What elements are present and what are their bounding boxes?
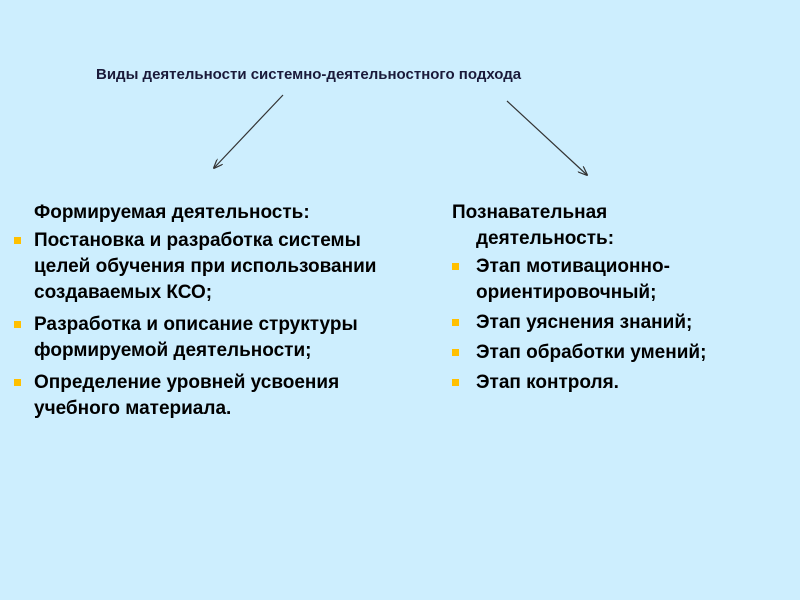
arrow-right [507,101,587,175]
list-item-text: Постановка и разработка системы целей обучения при использовании создаваемых КСО; [34,230,377,303]
list-item [12,312,412,364]
left-list [12,228,412,422]
bullet-icon [452,263,459,270]
list-item-text: Определение уровней усвоения учебного материала. [34,372,340,419]
right-heading-line2: деятельность: [476,228,615,249]
list-item-text: Этап мотивационно-ориентировочный; [476,256,670,303]
list-item [12,370,412,422]
bullet-icon [452,319,459,326]
bullet-icon [14,237,21,244]
list-item-text: Этап контроля. [476,372,619,393]
list-item-text: Этап обработки умений; [476,342,707,363]
list-item [452,254,792,306]
list-item-text: Этап уяснения знаний; [476,312,693,333]
slide-title: Виды деятельности системно-деятельностного подхода [96,66,522,83]
list-item [452,370,792,396]
bullet-icon [14,379,21,386]
left-column-heading: Формируемая деятельность: [34,202,310,223]
right-heading-line1: Познавательная [452,202,608,223]
left-column [12,200,412,428]
list-item [12,228,412,306]
bullet-icon [452,349,459,356]
right-column [452,200,792,400]
arrow-left [214,95,283,168]
bullet-icon [452,379,459,386]
list-item-text: Разработка и описание структуры формируемой деятельности; [34,314,358,361]
right-column-heading [452,200,792,252]
bullet-icon [14,321,21,328]
list-item [452,340,792,366]
list-item [452,310,792,336]
right-list [452,254,792,396]
